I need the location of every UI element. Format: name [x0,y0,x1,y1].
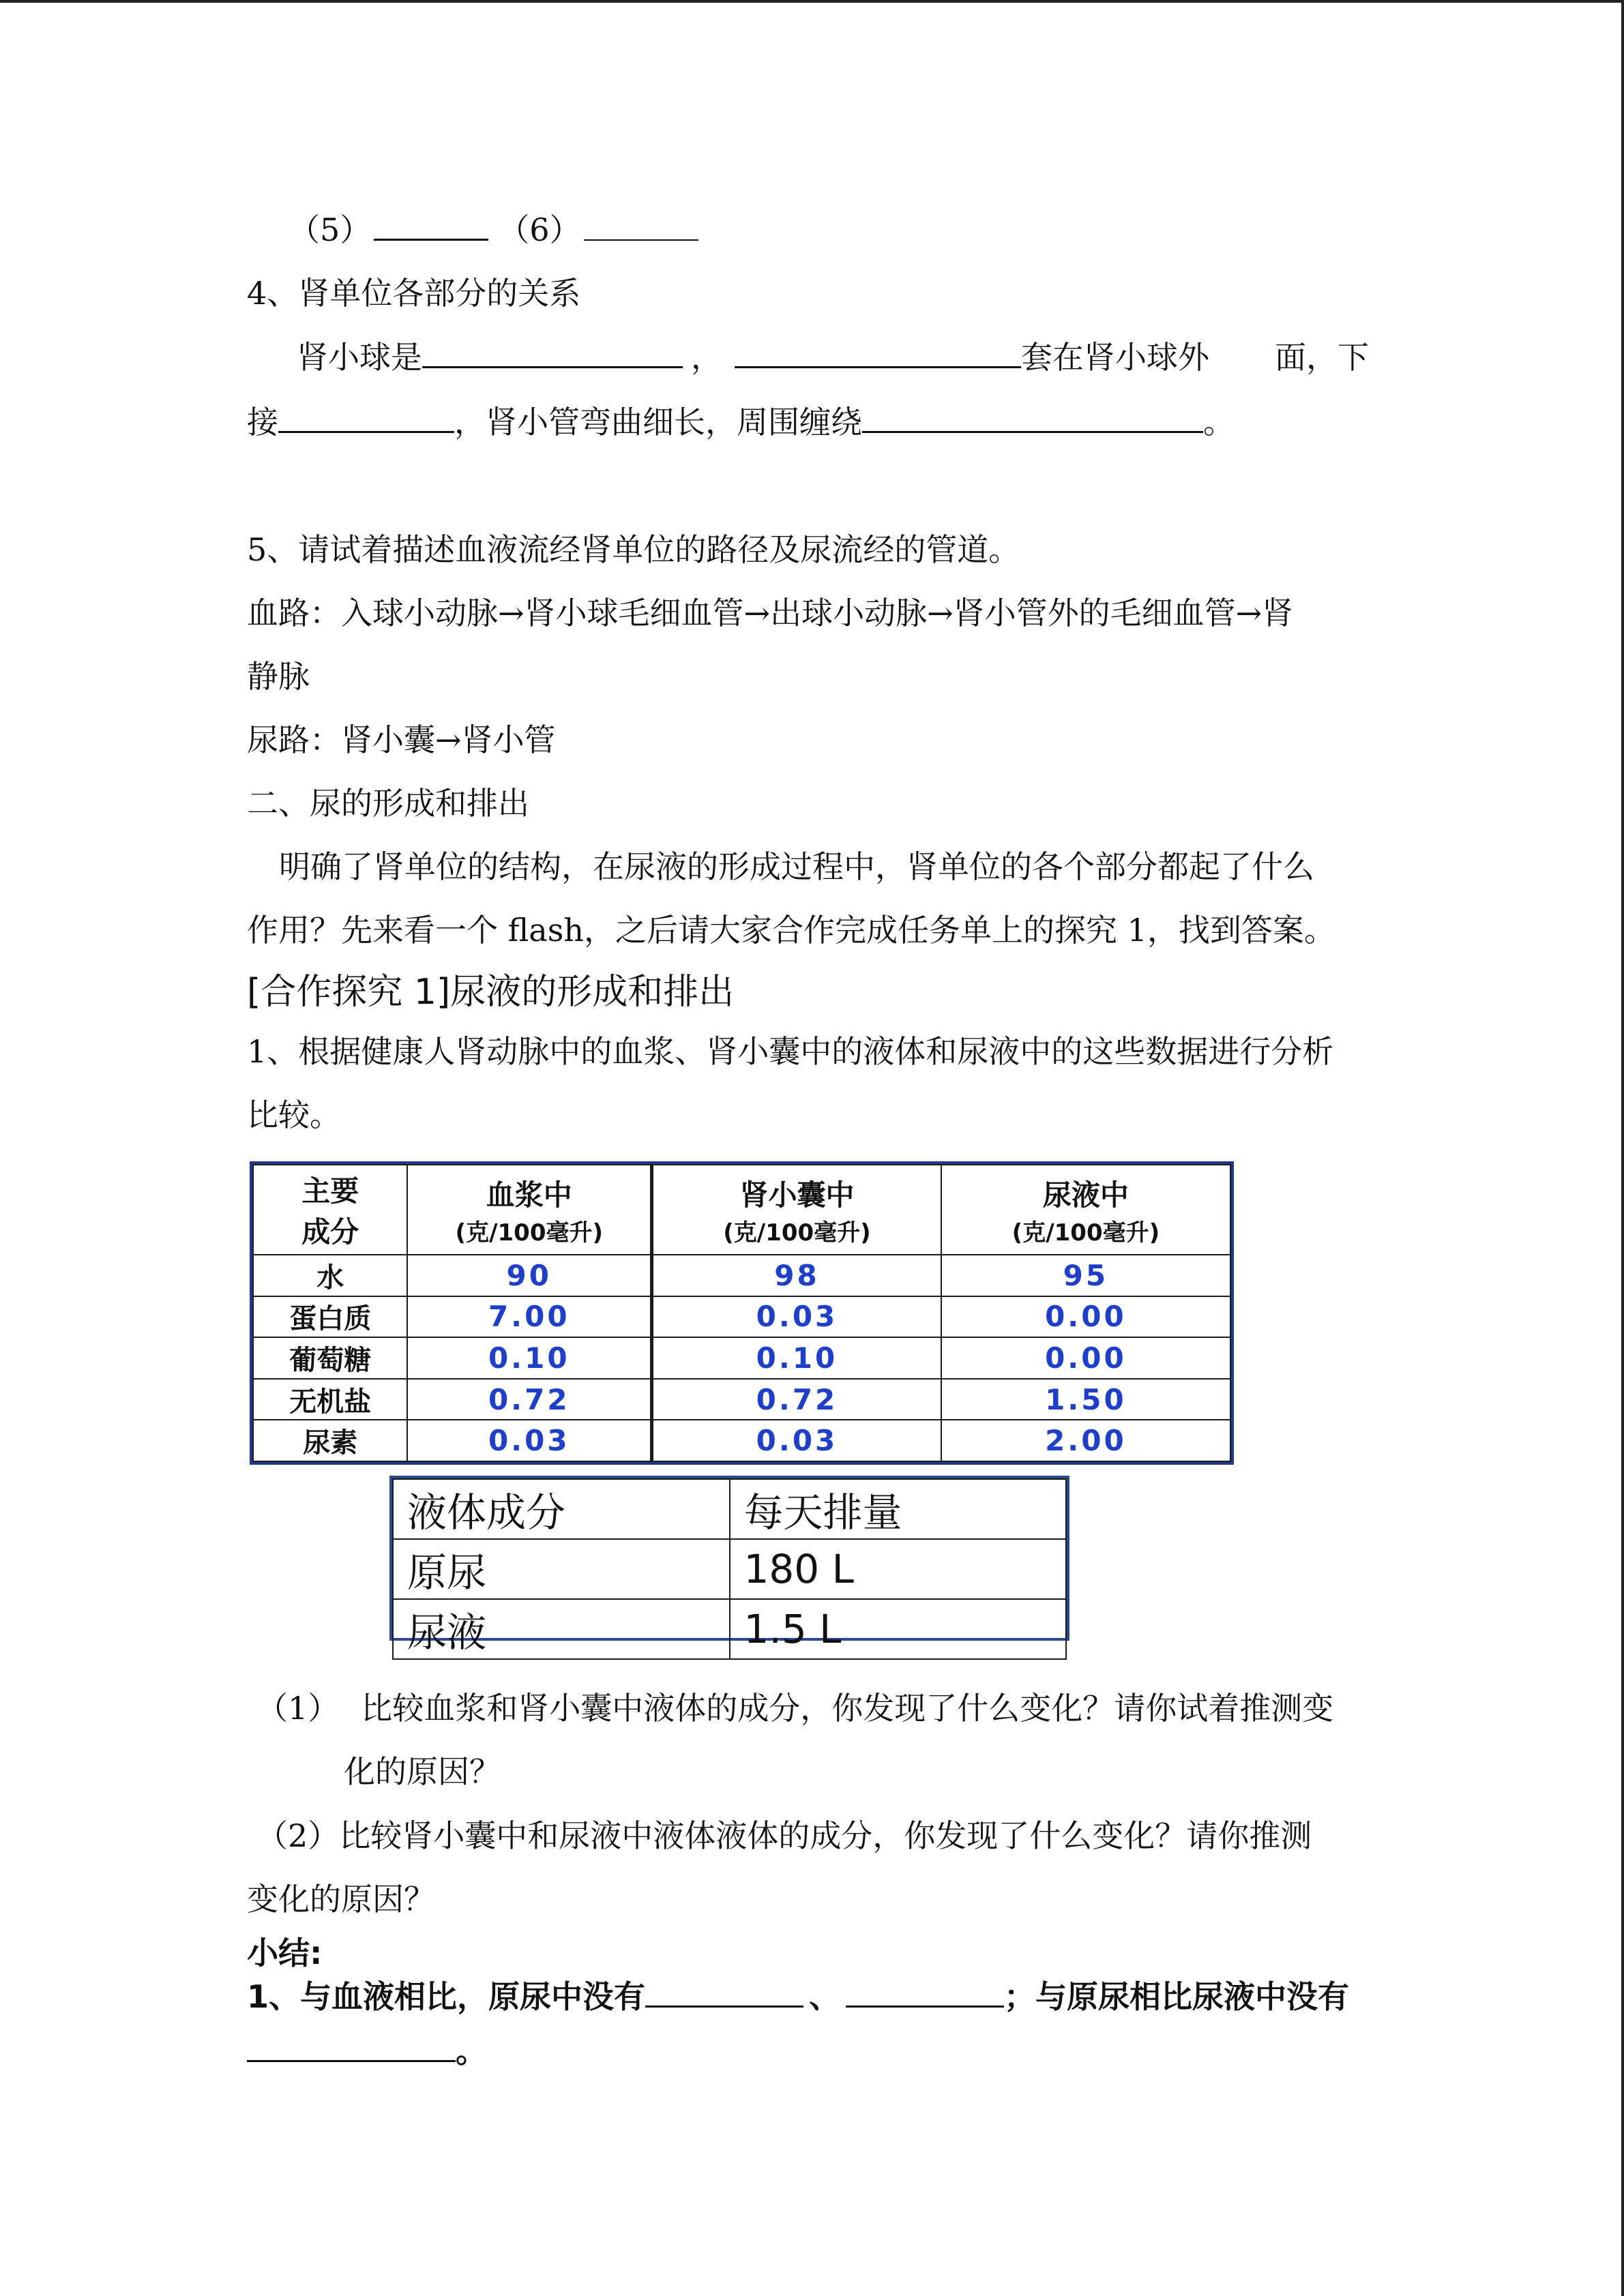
cell-plasma: 0.03 [407,1420,651,1461]
blood-path-line-1: 血路：入球小动脉→肾小球毛细血管→出球小动脉→肾小管外的毛细血管→肾 [247,595,1294,631]
text: 接 [247,404,278,441]
row-label: 尿液 [393,1599,730,1659]
label-6: （6） [498,211,581,248]
section-4-title: 4、肾单位各部分的关系 [247,275,581,312]
cell-plasma: 0.10 [407,1337,651,1379]
summary-line-2 [247,2030,487,2072]
header-unit: (克/100毫升) [1012,1219,1160,1247]
cell-plasma: 7.00 [407,1296,651,1338]
cell-capsule: 98 [652,1255,941,1296]
text: 面，下 [1275,339,1369,376]
text: ，肾小管弯曲细长，周围缠绕 [454,404,862,441]
question-2-line-1: （2）比较肾小囊中和尿液中液体液体的成分，你发现了什么变化？请你推测 [256,1817,1312,1854]
table-header-row [393,1479,1066,1539]
blank-glomerulus [422,336,683,368]
cell-plasma: 0.72 [407,1379,651,1420]
question-1-line-2: 化的原因？ [344,1753,501,1790]
summary-title: 小结: [247,1935,323,1971]
blank-6 [584,209,698,241]
blank-5 [374,209,488,241]
label-5: （5） [289,211,372,248]
blank-3 [247,2030,456,2062]
row-label: 原尿 [393,1539,730,1599]
cell-urine: 0.00 [941,1337,1230,1379]
header-unit: (克/100毫升) [455,1219,604,1247]
cell-capsule: 0.10 [652,1337,941,1379]
text: ；与原尿相比尿液中没有 [1004,1978,1350,2015]
cell-urine: 1.50 [941,1379,1230,1420]
text: 。 [1203,404,1235,441]
blank-2 [846,1976,1004,2008]
blank-surrounds [862,401,1203,433]
cell-volume: 180 L [730,1539,1067,1599]
page-border-top [0,0,1624,3]
intro-line-2: 作用？先来看一个 flash，之后请大家合作完成任务单上的探究 1，找到答案。 [247,912,1335,949]
question-1-line-1 [256,1688,1333,1729]
header-text: 成分 [301,1215,359,1249]
blank-capsule [735,336,1021,368]
section-two-title: 二、尿的形成和排出 [247,785,529,822]
cell-capsule: 0.72 [652,1379,941,1420]
header-text: 主要 [301,1174,359,1208]
section-5-title: 5、请试着描述血液流经肾单位的路径及尿流经的管道。 [247,531,1020,568]
summary-line-1 [247,1976,1349,2017]
header-text: 肾小囊中 [739,1178,855,1212]
cell-plasma: 90 [407,1255,651,1296]
header-cell [407,1165,651,1255]
task-line-2: 比较。 [247,1097,341,1133]
cell-urine: 95 [941,1255,1230,1296]
header-cell [652,1165,941,1255]
daily-volume-table [389,1476,1069,1656]
text: 、 [809,1978,841,2015]
intro-line-1: 明确了肾单位的结构，在尿液的形成过程中，肾单位的各个部分都起了什么 [279,848,1314,885]
composition-table [250,1161,1234,1465]
cell-volume: 1.5 L [730,1599,1067,1659]
task-line-1: 1、根据健康人肾动脉中的血浆、肾小囊中的液体和尿液中的这些数据进行分析 [247,1033,1334,1070]
row-label: 葡萄糖 [253,1337,407,1379]
question-number: （1） [256,1690,340,1727]
question-2-line-2: 变化的原因？ [247,1881,435,1918]
nephron-line-2 [247,401,1235,443]
inquiry-heading: [合作探究 1]尿液的形成和排出 [247,972,735,1013]
text: 套在肾小球外 [1021,339,1209,376]
row-label: 蛋白质 [253,1296,407,1338]
cell-capsule: 0.03 [652,1420,941,1461]
row-label: 无机盐 [253,1379,407,1420]
page-border-right [1621,0,1624,2296]
table-row [253,1420,1230,1461]
table-row [253,1379,1230,1420]
row-label: 水 [253,1255,407,1296]
cell-urine: 0.00 [941,1296,1230,1338]
header-text: 尿液中 [1042,1178,1129,1212]
blank-1 [645,1976,803,2008]
text: 。 [456,2033,487,2070]
table-header-row [253,1165,1230,1255]
urine-path: 尿路：肾小囊→肾小管 [247,721,556,758]
cell-capsule: 0.03 [652,1296,941,1338]
header-unit: (克/100毫升) [723,1219,871,1247]
header-cell [253,1165,407,1255]
text: ， [691,339,722,376]
blank-connects [278,401,454,433]
blood-path-line-2: 静脉 [247,658,310,695]
table-row [253,1337,1230,1379]
header-text: 血浆中 [486,1178,572,1212]
table-row [253,1296,1230,1338]
question-text: 比较血浆和肾小囊中液体的成分，你发现了什么变化？请你试着推测变 [361,1690,1334,1727]
table-row [393,1599,1066,1659]
text: 1、与血液相比，原尿中没有 [247,1978,646,2015]
table-row [253,1255,1230,1296]
fill-line-5-6 [289,209,698,250]
header-cell: 液体成分 [393,1479,730,1539]
nephron-line-1 [297,336,1369,378]
row-label: 尿素 [253,1420,407,1461]
cell-urine: 2.00 [941,1420,1230,1461]
text: 肾小球是 [297,339,422,376]
header-cell: 每天排量 [730,1479,1067,1539]
table-row [393,1539,1066,1599]
header-cell [941,1165,1230,1255]
